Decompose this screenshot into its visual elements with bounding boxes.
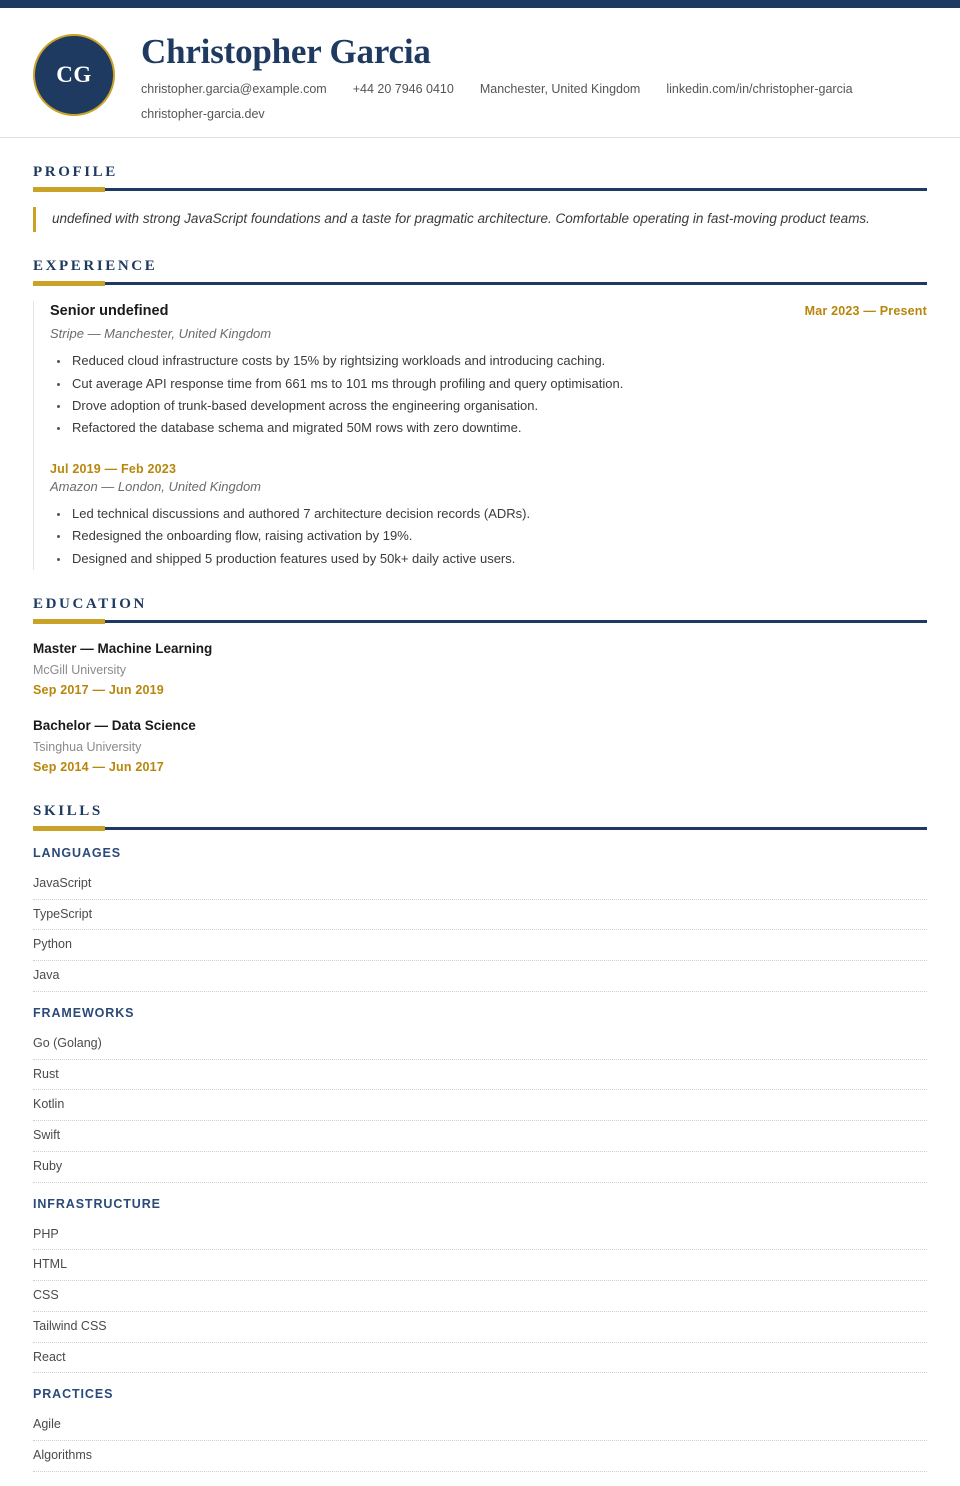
experience-item-header — [50, 301, 927, 323]
skill-item: React — [33, 1343, 927, 1374]
skill-group-infrastructure — [33, 1197, 927, 1374]
skill-group-title: LANGUAGES — [33, 845, 121, 860]
skill-item: Tailwind CSS — [33, 1312, 927, 1343]
experience-bullet: Cut average API response time from 661 ms to 101 ms through profiling and query optimisation. — [50, 373, 927, 395]
education-item — [33, 639, 927, 700]
skill-item: CSS — [33, 1281, 927, 1312]
experience-role: Senior undefined — [50, 303, 169, 320]
experience-dates: Mar 2023 — Present — [804, 304, 927, 319]
section-title-skills: SKILLS — [33, 802, 103, 819]
contact-phone[interactable]: +44 20 7946 0410 — [352, 82, 454, 97]
experience-list — [33, 301, 927, 570]
skill-item: Python — [33, 930, 927, 961]
skill-item: Kotlin — [33, 1090, 927, 1121]
education-school: Tsinghua University — [33, 739, 142, 754]
experience-item — [50, 301, 927, 439]
section-rule-education — [33, 620, 927, 623]
profile-body — [33, 207, 927, 232]
skill-item: PHP — [33, 1220, 927, 1251]
contact-website[interactable]: christopher-garcia.dev — [141, 107, 265, 122]
section-rule-skills — [33, 827, 927, 830]
skill-item: Java — [33, 961, 927, 992]
experience-bullet: Reduced cloud infrastructure costs by 15% by rightsizing workloads and introducing caching. — [50, 350, 927, 372]
section-education — [0, 596, 960, 777]
top-accent-bar — [0, 0, 960, 8]
skill-item: Swift — [33, 1121, 927, 1152]
education-dates: Sep 2014 — Jun 2017 — [33, 759, 164, 774]
section-rule-experience — [33, 282, 927, 285]
experience-bullets — [50, 503, 927, 570]
skill-group-title: FRAMEWORKS — [33, 1005, 135, 1020]
skill-item: Rust — [33, 1060, 927, 1091]
skill-item: Ruby — [33, 1152, 927, 1183]
education-dates: Sep 2017 — Jun 2019 — [33, 682, 164, 697]
education-degree: Master — Machine Learning — [33, 640, 213, 656]
skill-group-title: PRACTICES — [33, 1387, 114, 1402]
experience-dates: Jul 2019 — Feb 2023 — [50, 461, 177, 476]
section-experience — [0, 258, 960, 570]
contact-location: Manchester, United Kingdom — [479, 82, 641, 97]
contact-linkedin[interactable]: linkedin.com/in/christopher-garcia — [666, 82, 853, 97]
profile-summary-text: undefined with strong JavaScript foundations and a taste for pragmatic architecture. Comfortable operating in fast-moving product teams. — [52, 211, 870, 227]
experience-bullet: Led technical discussions and authored 7 architecture decision records (ADRs). — [50, 503, 927, 525]
education-item — [33, 716, 927, 777]
skill-group-practices — [33, 1387, 927, 1472]
contact-list — [141, 80, 901, 123]
experience-bullet: Refactored the database schema and migrated 50M rows with zero downtime. — [50, 417, 927, 439]
experience-company-location: Stripe — Manchester, United Kingdom — [50, 326, 272, 342]
education-school: McGill University — [33, 662, 127, 677]
section-title-education: EDUCATION — [33, 595, 147, 612]
skill-item: JavaScript — [33, 869, 927, 900]
education-degree: Bachelor — Data Science — [33, 717, 196, 733]
skill-group-frameworks — [33, 1006, 927, 1183]
skill-item: Agile — [33, 1410, 927, 1441]
page-title: Christopher Garcia — [141, 32, 431, 71]
section-profile — [0, 164, 960, 232]
experience-bullet: Redesigned the onboarding flow, raising activation by 19%. — [50, 525, 927, 547]
section-title-experience: EXPERIENCE — [33, 258, 158, 275]
section-skills — [0, 803, 960, 1472]
skill-item: Go (Golang) — [33, 1029, 927, 1060]
experience-item — [50, 462, 927, 570]
resume-header — [0, 8, 960, 138]
skill-item: TypeScript — [33, 900, 927, 931]
experience-bullets — [50, 350, 927, 439]
avatar — [33, 34, 115, 116]
experience-bullet: Drove adoption of trunk-based development across the engineering organisation. — [50, 395, 927, 417]
experience-bullet: Designed and shipped 5 production features used by 50k+ daily active users. — [50, 548, 927, 570]
skill-group-languages — [33, 846, 927, 992]
avatar-initials: CG — [56, 62, 92, 87]
skill-group-title: INFRASTRUCTURE — [33, 1196, 161, 1211]
experience-item-header — [50, 462, 927, 476]
experience-company-location: Amazon — London, United Kingdom — [50, 478, 262, 494]
header-text-block — [141, 30, 927, 123]
skill-item: Algorithms — [33, 1441, 927, 1472]
section-title-profile: PROFILE — [33, 164, 118, 181]
skill-item: HTML — [33, 1250, 927, 1281]
contact-email[interactable]: christopher.garcia@example.com — [141, 82, 327, 97]
section-rule-profile — [33, 188, 927, 191]
